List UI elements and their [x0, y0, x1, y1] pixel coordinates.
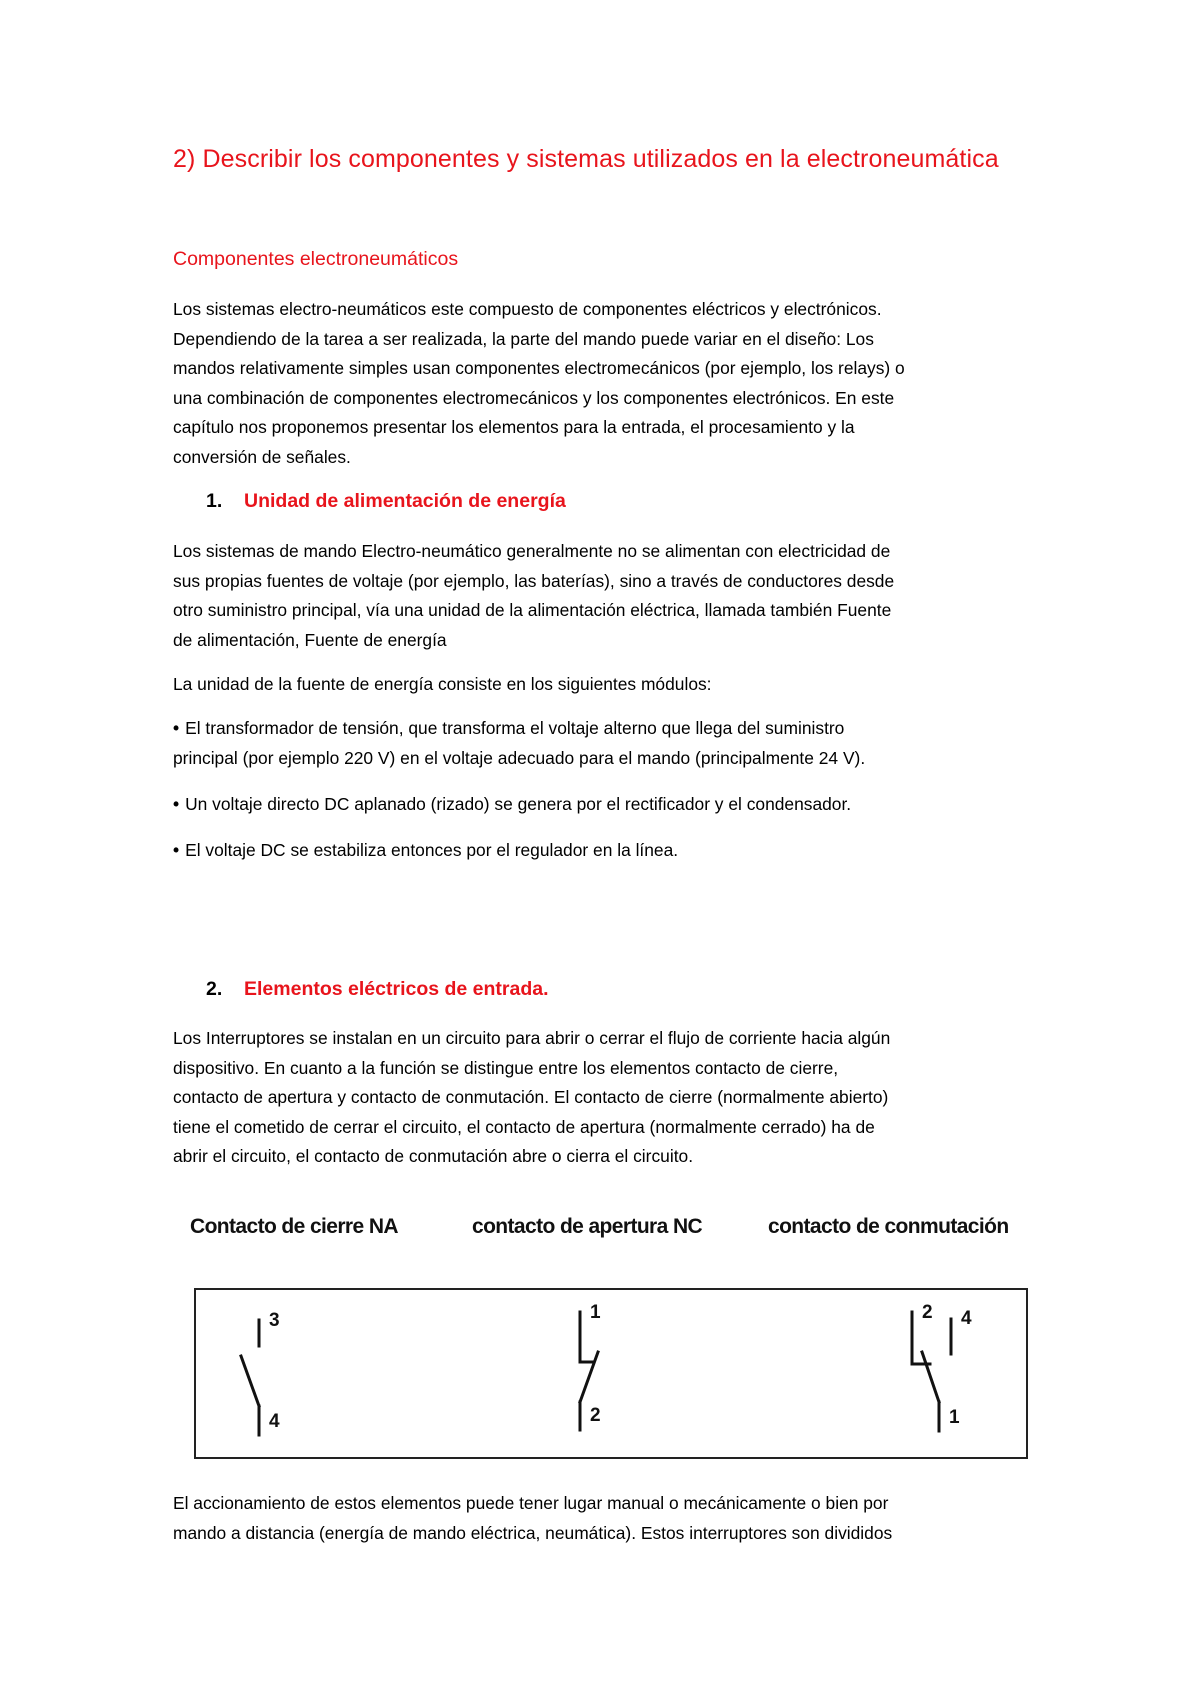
text-line: conversión de señales. — [173, 446, 351, 467]
text-line: de alimentación, Fuente de energía — [173, 629, 447, 650]
modules-intro: La unidad de la fuente de energía consiste en los siguientes módulos: — [173, 674, 712, 694]
terminal-label: 4 — [269, 1411, 280, 1432]
page-title: 2) Describir los componentes y sistemas utilizados en la electroneumática — [173, 145, 999, 173]
text-line: contacto de apertura y contacto de conmutación. El contacto de cierre (normalmente abierto) — [173, 1087, 889, 1107]
text-line: abrir el circuito, el contacto de conmutación abre o cierra el circuito. — [173, 1146, 694, 1166]
bullet-icon: • — [173, 794, 180, 814]
section-heading-text: Unidad de alimentación de energía — [244, 490, 566, 512]
bullet-item — [173, 714, 1033, 773]
bullet-text: El transformador de tensión, que transforma el voltaje alterno que llega del suministro — [185, 718, 845, 738]
terminal-label: 2 — [590, 1405, 601, 1426]
section-2-heading — [206, 978, 549, 1001]
text-line: Los sistemas de mando Electro-neumático generalmente no se alimentan con electricidad de — [173, 541, 891, 561]
text-line: El accionamiento de estos elementos puede tener lugar manual o mecánicamente o bien por — [173, 1493, 889, 1513]
label-normally-closed: contacto de apertura NC — [472, 1215, 703, 1238]
text-line: dispositivo. En cuanto a la función se distingue entre los elementos contacto de cierre, — [173, 1057, 839, 1078]
terminal-label: 1 — [590, 1302, 601, 1323]
section-heading-text: Elementos eléctricos de entrada. — [244, 978, 549, 1000]
bullet-icon: • — [173, 840, 180, 860]
section-subtitle: Componentes electroneumáticos — [173, 248, 459, 270]
bullet-icon: • — [173, 718, 180, 738]
text-line: tiene el cometido de cerrar el circuito, el contacto de apertura (normalmente cerrado) ha de — [173, 1116, 875, 1137]
section-1-heading — [206, 490, 566, 513]
terminal-label: 2 — [922, 1302, 933, 1323]
text-line: Dependiendo de la tarea a ser realizada, la parte del mando puede variar en el diseño: Los — [173, 328, 874, 349]
section-number: 2. — [206, 978, 223, 1000]
label-normally-open: Contacto de cierre NA — [190, 1215, 398, 1238]
terminal-label: 1 — [949, 1407, 960, 1428]
normally-open-contact-symbol — [241, 1320, 259, 1435]
text-line: sus propias fuentes de voltaje (por ejemplo, las baterías), sino a través de conductores desde — [173, 570, 895, 591]
contact-symbols-svg — [196, 1290, 1030, 1461]
text-line: mando a distancia (energía de mando eléctrica, neumática). Estos interruptores son divididos — [173, 1522, 893, 1543]
bullet-item — [173, 836, 1033, 866]
bullet-text: El voltaje DC se estabiliza entonces por el regulador en la línea. — [185, 840, 679, 860]
changeover-contact-symbol — [912, 1312, 951, 1431]
bullet-text: Un voltaje directo DC aplanado (rizado) se genera por el rectificador y el condensador. — [185, 794, 852, 814]
closing-paragraph — [173, 1489, 1033, 1548]
terminal-label: 4 — [961, 1308, 972, 1329]
bullet-item — [173, 790, 1033, 820]
section-2-paragraph — [173, 1024, 1033, 1172]
text-line: capítulo nos proponemos presentar los elementos para la entrada, el procesamiento y la — [173, 417, 855, 437]
section-1-paragraph — [173, 537, 1033, 655]
section-number: 1. — [206, 490, 223, 512]
text-line: Los sistemas electro-neumáticos este compuesto de componentes eléctricos y electrónicos. — [173, 299, 882, 319]
intro-paragraph — [173, 295, 1033, 472]
bullet-text: principal (por ejemplo 220 V) en el voltaje adecuado para el mando (principalmente 24 V). — [173, 747, 866, 768]
label-changeover: contacto de conmutación — [768, 1215, 1009, 1238]
terminal-label: 3 — [269, 1310, 280, 1331]
contact-symbols-diagram — [194, 1288, 1028, 1459]
text-line: mandos relativamente simples usan componentes electromecánicos (por ejemplo, los relays) o — [173, 358, 905, 378]
text-line: otro suministro principal, vía una unidad de la alimentación eléctrica, llamada también Fuente — [173, 600, 892, 620]
text-line: una combinación de componentes electromecánicos y los componentes electrónicos. En este — [173, 387, 895, 408]
text-line: Los Interruptores se instalan en un circuito para abrir o cerrar el flujo de corriente hacia algún — [173, 1028, 891, 1048]
